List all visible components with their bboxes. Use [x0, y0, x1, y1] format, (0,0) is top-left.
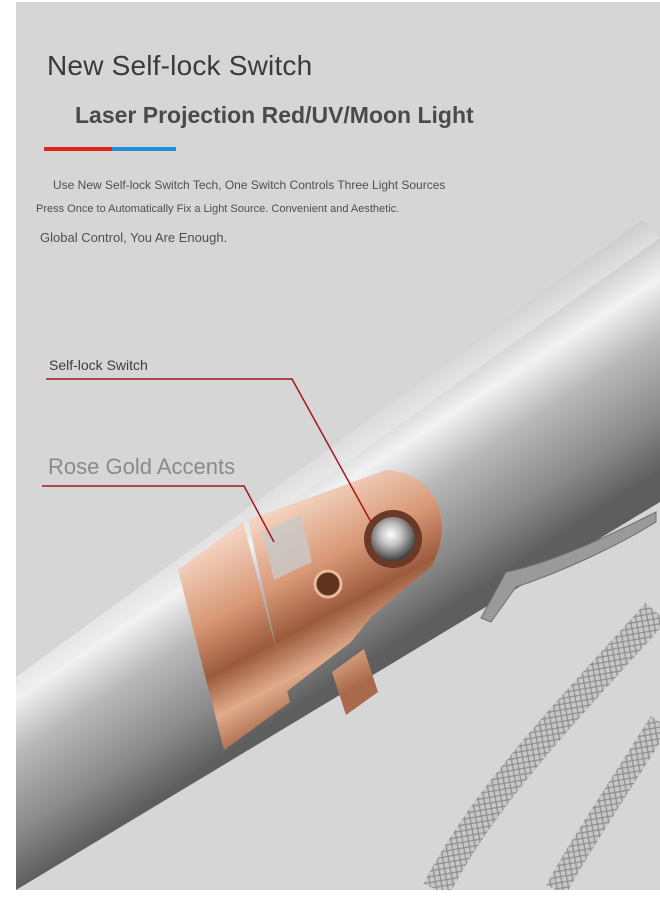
- charge-port: [315, 571, 341, 597]
- accent-bar-red: [44, 147, 112, 151]
- subheadline: Laser Projection Red/UV/Moon Light: [75, 102, 474, 128]
- description-line-2: Press Once to Automatically Fix a Light Source. Convenient and Aesthetic.: [36, 203, 400, 215]
- lanyard-strand-lower: [556, 722, 660, 890]
- description-line-3: Global Control, You Are Enough.: [40, 230, 228, 245]
- lanyard-strand-upper: [436, 612, 656, 890]
- description-line-1: Use New Self-lock Switch Tech, One Switch Controls Three Light Sources: [53, 178, 446, 192]
- switch-callout-label: Self-lock Switch: [49, 357, 148, 373]
- accent-bar-blue: [112, 147, 176, 151]
- switch-button: [371, 517, 415, 561]
- product-illustration: [16, 2, 660, 890]
- accent-callout-label: Rose Gold Accents: [48, 454, 236, 479]
- headline: New Self-lock Switch: [47, 50, 313, 81]
- product-canvas: [16, 2, 660, 890]
